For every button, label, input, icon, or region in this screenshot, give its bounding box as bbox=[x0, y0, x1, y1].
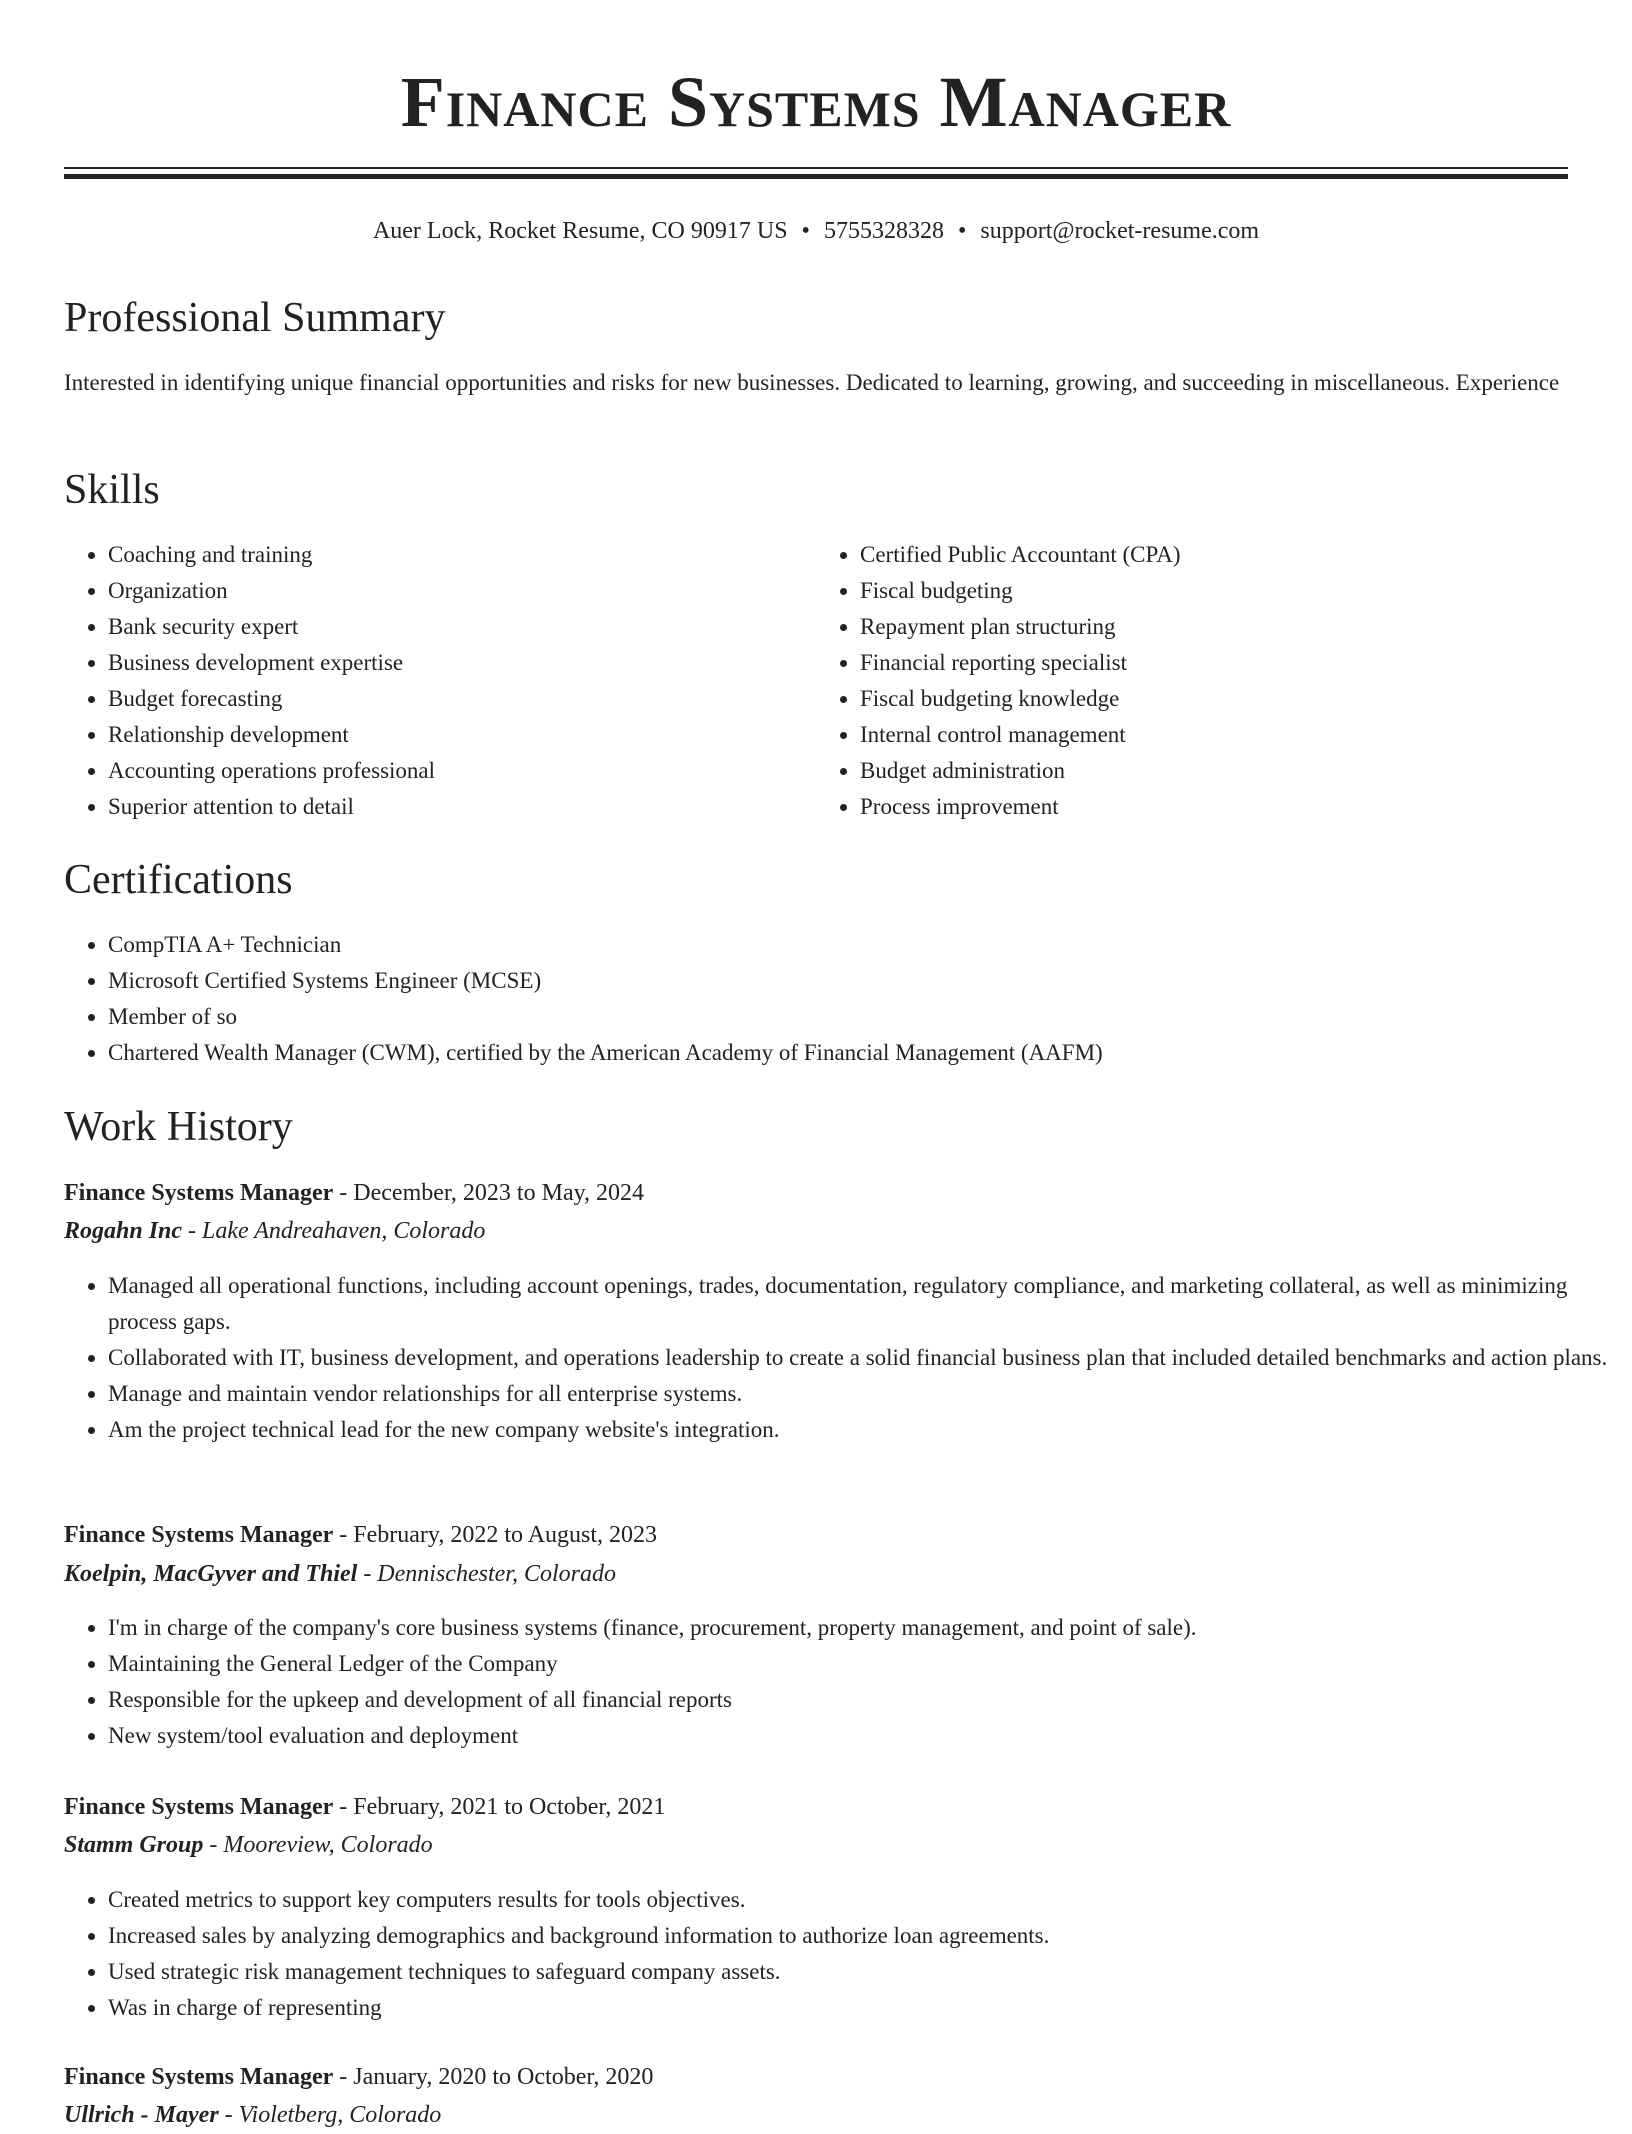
job-bullets bbox=[64, 1882, 1612, 2026]
skills-list-right bbox=[816, 537, 1568, 825]
job-role: Finance Systems Manager bbox=[64, 1522, 334, 1548]
summary-text: Interested in identifying unique financial opportunities and risks for new businesses. Dedicated to learning, growing, and succeeding in miscellaneous. Experience bbox=[64, 370, 1560, 395]
skill-item: • Fiscal budgeting bbox=[860, 573, 1568, 609]
skills-list-left bbox=[64, 537, 816, 825]
skill-item: • Relationship development bbox=[108, 717, 816, 753]
certification-item: • Chartered Wealth Manager (CWM), certified by the American Academy of Financial Management (AAFM) bbox=[108, 1035, 1612, 1071]
job-bullet: • Responsible for the upkeep and development of all financial reports bbox=[108, 1682, 1612, 1718]
skill-item: • Certified Public Accountant (CPA) bbox=[860, 537, 1568, 573]
job-company: Ullrich - Mayer bbox=[64, 2102, 219, 2128]
skill-item: • Process improvement bbox=[860, 789, 1568, 825]
job-bullet: • Increased sales by analyzing demographics and background information to authorize loan agreements. bbox=[108, 1918, 1612, 1954]
job-location: - Violetberg, Colorado bbox=[218, 2102, 442, 2128]
job-title-line bbox=[64, 1516, 1568, 1554]
skill-item: • Accounting operations professional bbox=[108, 753, 816, 789]
skill-item: • Budget administration bbox=[860, 753, 1568, 789]
job-company: Koelpin, MacGyver and Thiel bbox=[64, 1561, 358, 1587]
job-bullet: • Created metrics to support key computers results for tools objectives. bbox=[108, 1882, 1612, 1918]
job-title-line bbox=[64, 2058, 1568, 2096]
job-title-line bbox=[64, 1174, 1568, 1212]
summary-heading: Professional Summary bbox=[64, 295, 446, 341]
job-title-line bbox=[64, 1788, 1568, 1826]
skill-item: • Budget forecasting bbox=[108, 681, 816, 717]
job-bullets bbox=[64, 1268, 1612, 1448]
job-company: Stamm Group bbox=[64, 1832, 204, 1858]
page-title: Finance Systems Manager bbox=[400, 62, 1232, 142]
job-company-line bbox=[64, 1555, 1568, 1593]
job-location: - Lake Andreahaven, Colorado bbox=[182, 1218, 486, 1244]
job-role: Finance Systems Manager bbox=[64, 1794, 334, 1820]
job-bullet: • I'm in charge of the company's core business systems (finance, procurement, property management, and point of sale). bbox=[108, 1610, 1612, 1646]
job-dates: - February, 2022 to August, 2023 bbox=[333, 1522, 658, 1548]
certification-item: • CompTIA A+ Technician bbox=[108, 927, 1612, 963]
certification-item: • Member of so bbox=[108, 999, 1612, 1035]
skill-item: • Internal control management bbox=[860, 717, 1568, 753]
job-company-line bbox=[64, 2096, 1568, 2134]
skill-item: • Bank security expert bbox=[108, 609, 816, 645]
skills-columns bbox=[64, 537, 1568, 825]
job-bullet: • Maintaining the General Ledger of the Company bbox=[108, 1646, 1612, 1682]
job-dates: - February, 2021 to October, 2021 bbox=[333, 1794, 666, 1820]
job-location: - Dennischester, Colorado bbox=[357, 1561, 616, 1587]
skill-item: • Organization bbox=[108, 573, 816, 609]
certification-item: • Microsoft Certified Systems Engineer (MCSE) bbox=[108, 963, 1612, 999]
job-company: Rogahn Inc bbox=[64, 1218, 183, 1244]
job-role: Finance Systems Manager bbox=[64, 2064, 334, 2090]
skill-item: • Business development expertise bbox=[108, 645, 816, 681]
skill-item: • Financial reporting specialist bbox=[860, 645, 1568, 681]
contact-separator: • bbox=[957, 218, 967, 244]
job-company-line bbox=[64, 1212, 1568, 1250]
skill-item: • Superior attention to detail bbox=[108, 789, 816, 825]
job-bullet: • Manage and maintain vendor relationships for all enterprise systems. bbox=[108, 1376, 1612, 1412]
title-rule-thin bbox=[64, 167, 1568, 169]
skills-heading: Skills bbox=[64, 467, 160, 513]
contact-address: Auer Lock, Rocket Resume, CO 90917 US bbox=[372, 218, 788, 244]
job-bullet: • Managed all operational functions, including account openings, trades, documentation, regulatory compliance, and marketing collateral, as well as minimizing process gaps. bbox=[108, 1268, 1612, 1340]
contact-email: support@rocket-resume.com bbox=[980, 218, 1260, 244]
job-role: Finance Systems Manager bbox=[64, 1180, 334, 1206]
skill-item: • Repayment plan structuring bbox=[860, 609, 1568, 645]
skill-item: • Fiscal budgeting knowledge bbox=[860, 681, 1568, 717]
certifications-heading: Certifications bbox=[64, 857, 293, 903]
title-rule-thick bbox=[64, 174, 1568, 179]
job-dates: - January, 2020 to October, 2020 bbox=[333, 2064, 654, 2090]
contact-separator: • bbox=[801, 218, 810, 244]
work-history-heading: Work History bbox=[64, 1104, 293, 1150]
job-bullet: • Used strategic risk management techniques to safeguard company assets. bbox=[108, 1954, 1612, 1990]
job-bullet: • Was in charge of representing bbox=[108, 1990, 1612, 2026]
contact-line bbox=[64, 214, 1568, 248]
contact-phone: 5755328328 bbox=[823, 218, 944, 244]
certifications-list bbox=[64, 927, 1612, 1071]
skill-item: • Coaching and training bbox=[108, 537, 816, 573]
job-bullet: • Am the project technical lead for the new company website's integration. bbox=[108, 1412, 1612, 1448]
job-bullet: • New system/tool evaluation and deployment bbox=[108, 1718, 1612, 1754]
job-dates: - December, 2023 to May, 2024 bbox=[333, 1180, 645, 1206]
job-company-line bbox=[64, 1826, 1568, 1864]
job-bullet: • Collaborated with IT, business development, and operations leadership to create a solid financial business plan that included detailed benchmarks and action plans. bbox=[108, 1340, 1612, 1376]
job-bullets bbox=[64, 1610, 1612, 1754]
job-location: - Mooreview, Colorado bbox=[203, 1832, 433, 1858]
resume-page bbox=[64, 0, 1608, 2128]
